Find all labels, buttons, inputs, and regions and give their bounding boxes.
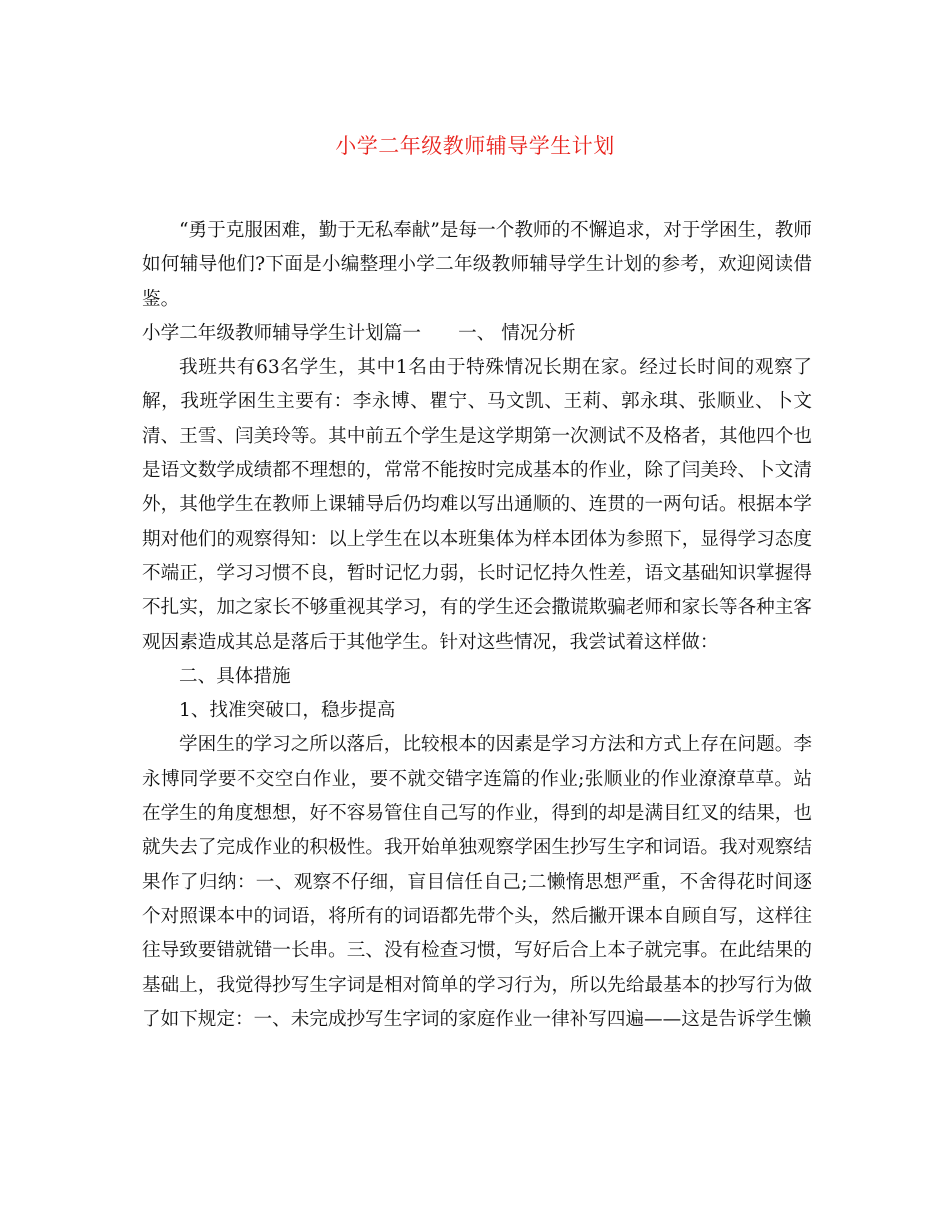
subheading-breakthrough: 1、找准突破口，稳步提高: [179, 700, 396, 722]
measures-paragraph: 学困生的学习之所以落后，比较根本的因素是学习方法和方式上存在问题。李永博同学要不交空白作业，要不就交错字连篇的作业;张顺业的作业潦潦草草。站在学生的角度想想，好不容易管住自己写的作业，得到的却是满目红叉的结果，也就失去了完成作业的积极性。我开始单独观察学困生抄写生字和词语。我对观察结果作了归纳：一、观察不仔细，盲目信任自己;二懒惰思想严重，不舍得花时间逐个对照课本中的词语，将所有的词语都先带个头，然后撇开课本自顾自写，这样往往导致要错就错一长串。三、没有检查习惯，写好后合上本子就完事。在此结果的基础上，我觉得抄写生字词是相对简单的学习行为，所以先给最基本的抄写行为做了如下规定：一、未完成抄写生字词的家庭作业一律补写四遍——这是告诉学生懒: [142, 734, 812, 1030]
section-heading-measures: 二、具体措施: [179, 665, 291, 687]
intro-paragraph: “勇于克服困难，勤于无私奉献”是每一个教师的不懈追求，对于学困生，教师如何辅导他们?下面是小编整理小学二年级教师辅导学生计划的参考，欢迎阅读借鉴。: [142, 220, 812, 310]
document-title: 小学二年级教师辅导学生计划: [335, 134, 615, 158]
section-heading-plan-one: 小学二年级教师辅导学生计划篇一 一、 情况分析: [142, 322, 576, 344]
document-body: [142, 214, 812, 1037]
situation-analysis-paragraph: 我班共有63名学生，其中1名由于特殊情况长期在家。经过长时间的观察了解，我班学困生主要有：李永博、瞿宁、马文凯、王莉、郭永琪、张顺业、卜文清、王雪、闫美玲等。其中前五个学生是这学期第一次测试不及格者，其他四个也是语文数学成绩都不理想的，常常不能按时完成基本的作业，除了闫美玲、卜文清外，其他学生在教师上课辅导后仍均难以写出通顺的、连贯的一两句话。根据本学期对他们的观察得知：以上学生在以本班集体为样本团体为参照下，显得学习态度不端正，学习习惯不良，暂时记忆力弱，长时记忆持久性差，语文基础知识掌握得不扎实，加之家长不够重视其学习，有的学生还会撒谎欺骗老师和家长等各种主客观因素造成其总是落后于其他学生。针对这些情况，我尝试着这样做：: [142, 357, 812, 653]
